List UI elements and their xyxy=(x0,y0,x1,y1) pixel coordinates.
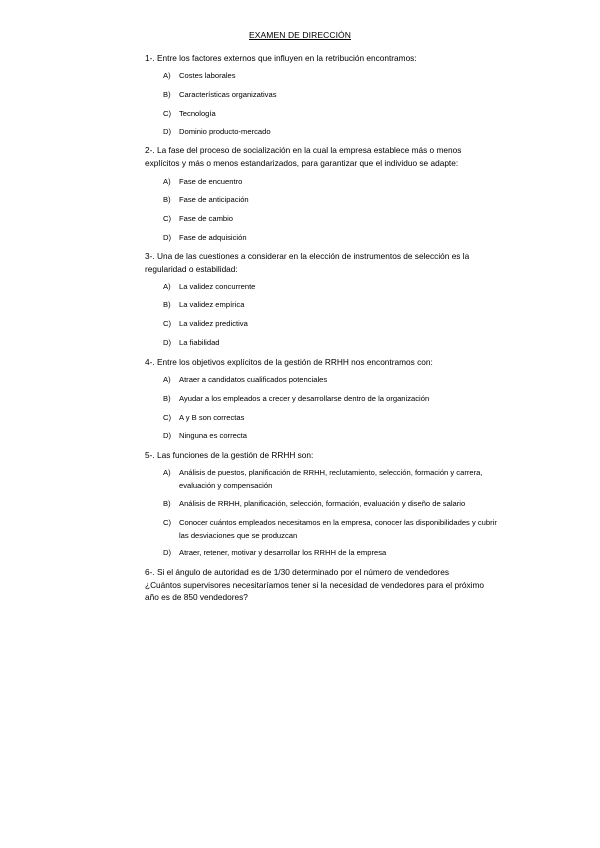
option-letter: C) xyxy=(163,413,172,422)
option-letter: B) xyxy=(163,90,171,99)
option-text: La validez concurrente xyxy=(179,282,256,291)
option-letter: C) xyxy=(163,109,172,118)
option-text: Atraer, retener, motivar y desarrollar los RRHH de la empresa xyxy=(179,548,387,557)
question-4-option-b[interactable] xyxy=(163,393,508,406)
option-text: Atraer a candidatos cualificados potenciales xyxy=(179,375,328,384)
option-text: Análisis de puestos, planificación de RRHH, reclutamiento, selección, formación y carrera, evaluación y compensación xyxy=(179,468,483,490)
question-1: 1-. Entre los factores externos que influyen en la retribución encontramos: xyxy=(145,53,417,63)
option-letter: A) xyxy=(163,282,171,291)
question-1-option-d[interactable] xyxy=(163,126,508,139)
question-4-option-a[interactable] xyxy=(163,374,508,387)
question-5-option-a[interactable] xyxy=(163,467,508,492)
option-letter: D) xyxy=(163,431,172,440)
option-letter: D) xyxy=(163,233,172,242)
question-5: 5-. Las funciones de la gestión de RRHH son: xyxy=(145,450,314,460)
option-letter: A) xyxy=(163,177,171,186)
question-2-option-d[interactable] xyxy=(163,232,508,245)
option-letter: C) xyxy=(163,214,172,223)
option-text: Costes laborales xyxy=(179,71,236,80)
option-text: Fase de cambio xyxy=(179,214,234,223)
option-text: Análisis de RRHH, planificación, selección, formación, evaluación y diseño de salario xyxy=(179,499,466,508)
option-letter: B) xyxy=(163,195,171,204)
option-letter: A) xyxy=(163,71,171,80)
question-3-option-a[interactable] xyxy=(163,281,508,294)
option-text: Tecnología xyxy=(179,109,216,118)
question-1-option-a[interactable] xyxy=(163,70,508,83)
option-letter: D) xyxy=(163,338,172,347)
option-text: Ninguna es correcta xyxy=(179,431,247,440)
question-1-option-b[interactable] xyxy=(163,89,508,102)
question-2-option-a[interactable] xyxy=(163,176,508,189)
option-letter: D) xyxy=(163,548,172,557)
question-4-option-d[interactable] xyxy=(163,430,508,443)
question-3-option-b[interactable] xyxy=(163,299,508,312)
option-text: La validez empírica xyxy=(179,300,245,309)
option-text: Fase de encuentro xyxy=(179,177,243,186)
option-text: Características organizativas xyxy=(179,90,277,99)
question-5-option-c[interactable] xyxy=(163,517,508,542)
option-letter: D) xyxy=(163,127,172,136)
option-letter: B) xyxy=(163,300,171,309)
question-3: 3-. Una de las cuestiones a considerar en la elección de instrumentos de selección es la regularidad o estabilidad: xyxy=(145,251,470,274)
question-2: 2-. La fase del proceso de socialización en la cual la empresa establece más o menos explícitos y más o menos estandarizados, para garantizar que el individuo se adapte: xyxy=(145,145,462,168)
question-3-option-d[interactable] xyxy=(163,337,508,350)
question-3-option-c[interactable] xyxy=(163,318,508,331)
question-5-option-d[interactable] xyxy=(163,547,508,560)
option-text: La fiabilidad xyxy=(179,338,220,347)
question-6: 6-. Si el ángulo de autoridad es de 1/30 determinado por el número de vendedores ¿Cuántos supervisores necesitaríamos tener si la necesidad de vendedores para el próximo año es de 850 vendedores? xyxy=(145,567,484,602)
question-4-option-c[interactable] xyxy=(163,412,508,425)
option-letter: C) xyxy=(163,319,172,328)
option-letter: C) xyxy=(163,518,172,527)
page-title: EXAMEN DE DIRECCIÓN xyxy=(248,30,352,40)
option-text: Conocer cuántos empleados necesitamos en la empresa, conocer las disponibilidades y cubrir las desviaciones que se produzcan xyxy=(179,518,497,540)
option-text: Fase de anticipación xyxy=(179,195,249,204)
option-letter: B) xyxy=(163,499,171,508)
question-1-option-c[interactable] xyxy=(163,108,508,121)
option-text: Ayudar a los empleados a crecer y desarrollarse dentro de la organización xyxy=(179,394,430,403)
option-letter: A) xyxy=(163,375,171,384)
option-letter: A) xyxy=(163,468,171,477)
question-2-option-b[interactable] xyxy=(163,194,508,207)
question-2-option-c[interactable] xyxy=(163,213,508,226)
option-text: La validez predictiva xyxy=(179,319,248,328)
question-4: 4-. Entre los objetivos explícitos de la gestión de RRHH nos encontramos con: xyxy=(145,357,433,367)
option-text: A y B son correctas xyxy=(179,413,245,422)
question-5-option-b[interactable] xyxy=(163,498,508,511)
option-text: Fase de adquisición xyxy=(179,233,247,242)
option-letter: B) xyxy=(163,394,171,403)
option-text: Dominio producto-mercado xyxy=(179,127,271,136)
